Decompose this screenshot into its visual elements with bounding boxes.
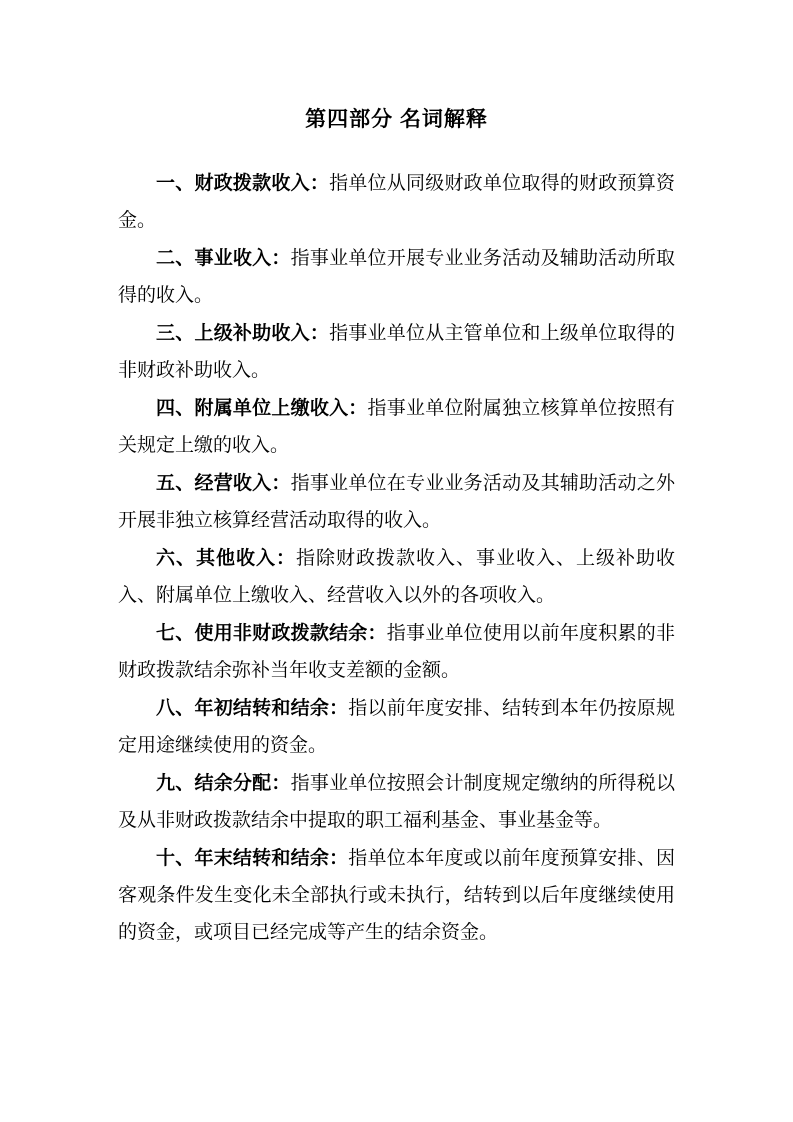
definition-paragraph [118, 165, 675, 239]
definition-term: 六、其他收入： [156, 548, 296, 569]
definition-paragraph [118, 465, 675, 539]
definition-paragraph [118, 840, 675, 951]
definition-text: 指事业单位使用以前年度积累的非财政拨款结余弥补当年收支差额的金额。 [118, 623, 675, 681]
definition-term: 五、经营收入： [156, 473, 291, 494]
definition-text: 指以前年度安排、结转到本年仍按原规定用途继续使用的资金。 [118, 698, 675, 756]
definition-paragraph [118, 765, 675, 839]
definition-paragraph [118, 315, 675, 389]
definition-term: 一、财政拨款收入： [156, 173, 330, 194]
document-body [118, 165, 675, 951]
definition-paragraph [118, 540, 675, 614]
definition-text: 指事业单位从主管单位和上级单位取得的非财政补助收入。 [118, 323, 675, 381]
definition-term: 三、上级补助收入： [156, 323, 330, 344]
definition-text: 指事业单位开展专业业务活动及辅助活动所取得的收入。 [118, 248, 675, 306]
definition-text: 指单位本年度或以前年度预算安排、因客观条件发生变化未全部执行或未执行，结转到以后年度继续使用的资金，或项目已经完成等产生的结余资金。 [118, 848, 675, 943]
definition-term: 十、年末结转和结余： [156, 848, 349, 869]
definition-text: 指除财政拨款收入、事业收入、上级补助收入、附属单位上缴收入、经营收入以外的各项收入。 [118, 548, 675, 606]
definition-term: 八、年初结转和结余： [156, 698, 349, 719]
definition-paragraph [118, 615, 675, 689]
definition-term: 七、使用非财政拨款结余： [156, 623, 387, 644]
definition-text: 指事业单位在专业业务活动及其辅助活动之外开展非独立核算经营活动取得的收入。 [118, 473, 675, 531]
definition-paragraph [118, 390, 675, 464]
definition-text: 指事业单位附属独立核算单位按照有关规定上缴的收入。 [118, 398, 675, 456]
definition-term: 九、结余分配： [156, 773, 291, 794]
definition-text: 指单位从同级财政单位取得的财政预算资金。 [118, 173, 675, 231]
definition-text: 指事业单位按照会计制度规定缴纳的所得税以及从非财政拨款结余中提取的职工福利基金、事业基金等。 [118, 773, 675, 831]
definition-term: 四、附属单位上缴收入： [156, 398, 368, 419]
definition-paragraph [118, 240, 675, 314]
definition-term: 二、事业收入： [156, 248, 291, 269]
page-title: 第四部分 名词解释 [305, 108, 488, 131]
definition-paragraph [118, 690, 675, 764]
